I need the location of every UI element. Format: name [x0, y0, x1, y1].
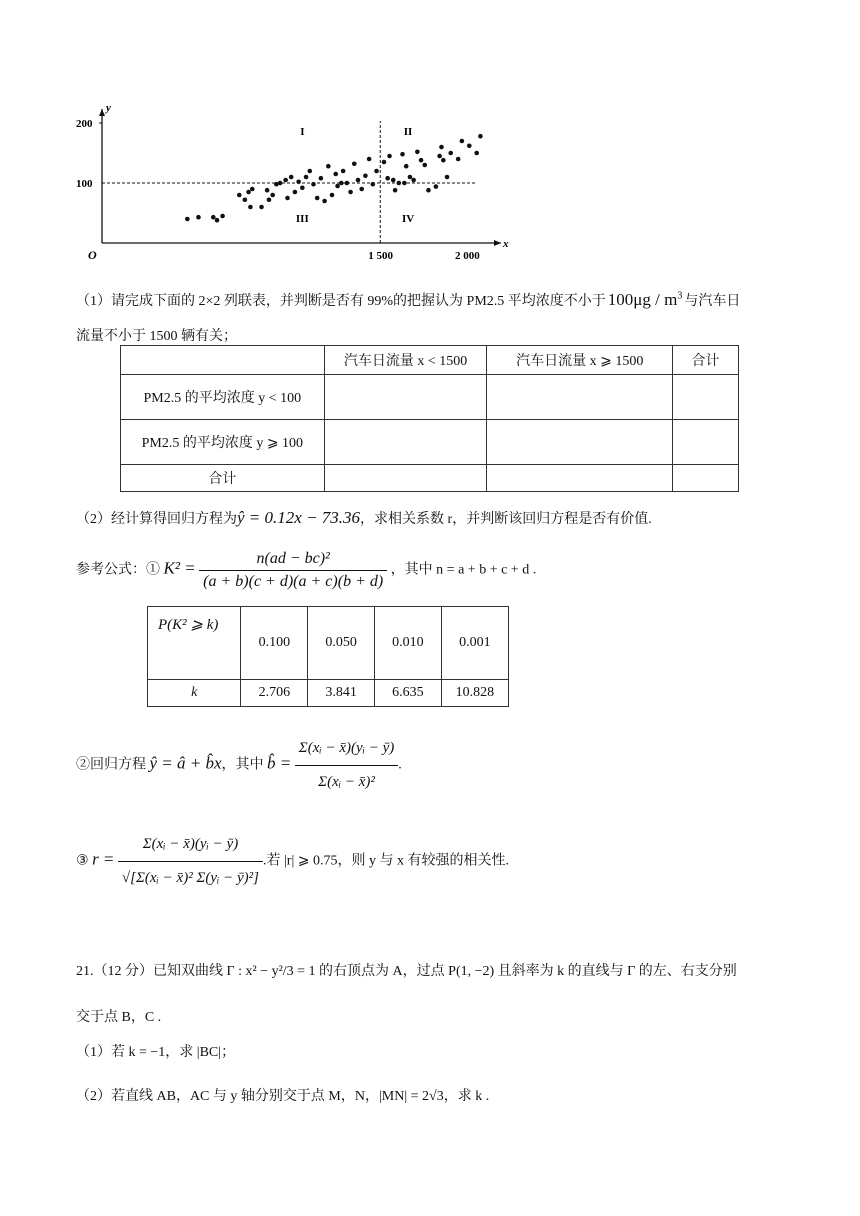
data-point	[289, 175, 294, 180]
formula1-num: n(ad − bc)²	[256, 550, 330, 567]
data-point	[367, 157, 372, 162]
k-value: 2.706	[241, 680, 308, 707]
ct-row-label-0: PM2.5 的平均浓度 y < 100	[121, 375, 325, 420]
formula3	[76, 836, 509, 887]
formula2-mid: ，其中	[221, 757, 264, 773]
data-point	[211, 215, 216, 220]
formula3-num: Σ(xᵢ − x̄)(yᵢ − ȳ)	[142, 836, 239, 852]
q21-line1: 21.（12 分）已知双曲线 Γ : x² − y²/3 = 1 的右顶点为 A，过点 P(1, −2) 且斜率为 k 的直线与 Γ 的左、右支分别	[76, 964, 737, 979]
data-point	[315, 196, 320, 201]
k-table-header: P(K² ⩾ k)	[148, 607, 241, 680]
formula2-lhs: b̂ =	[267, 753, 292, 773]
data-point	[456, 157, 461, 162]
region-label: IV	[401, 213, 415, 225]
data-point	[278, 181, 283, 186]
data-point	[397, 181, 402, 186]
data-point	[220, 214, 225, 219]
data-point	[326, 164, 331, 169]
p-value: 0.001	[441, 607, 508, 680]
formula1-lhs: K² =	[163, 558, 196, 578]
data-point	[415, 150, 420, 155]
data-point	[333, 172, 338, 177]
data-point	[448, 151, 453, 156]
data-point	[311, 182, 316, 187]
part1-unit-sup: 3	[677, 290, 683, 302]
scatter-chart	[70, 95, 509, 265]
ct-row-label-2: 合计	[121, 465, 325, 492]
ct-cell[interactable]	[673, 420, 739, 465]
data-point	[408, 175, 413, 180]
formula3-tail: .若 |r| ⩾ 0.75，则 y 与 x 有较强的相关性.	[263, 853, 509, 869]
data-point	[460, 139, 465, 144]
formula2-tail: .	[398, 757, 402, 773]
contingency-table	[120, 345, 739, 492]
data-point	[474, 151, 479, 156]
formula1-frac	[199, 550, 387, 591]
formula2-eq: ŷ = â + b̂x	[149, 753, 222, 773]
ct-cell[interactable]	[324, 375, 487, 420]
data-point	[322, 199, 327, 204]
data-point	[426, 188, 431, 193]
data-point	[445, 175, 450, 180]
data-point	[382, 160, 387, 165]
y-axis-label: y	[106, 102, 111, 114]
data-point	[250, 187, 255, 192]
k-value: 10.828	[441, 680, 508, 707]
formula1-tail: ，其中 n = a + b + c + d .	[390, 562, 537, 578]
data-point	[371, 182, 376, 187]
k-value: 3.841	[308, 680, 375, 707]
data-point	[335, 184, 340, 189]
region-label: I	[300, 126, 305, 138]
ct-cell[interactable]	[487, 420, 673, 465]
data-point	[478, 134, 483, 139]
data-point	[330, 193, 335, 198]
data-point	[300, 186, 305, 191]
part2-eq: ŷ = 0.12x − 73.36	[237, 508, 361, 527]
origin-label: O	[88, 248, 97, 262]
part2-label: （2）经计算得回归方程为	[76, 512, 237, 527]
ct-row-label-1: PM2.5 的平均浓度 y ⩾ 100	[121, 420, 325, 465]
data-point	[391, 178, 396, 183]
data-point	[237, 193, 242, 198]
x-tick-label: 1 500	[368, 250, 393, 262]
formula2-num: Σ(xᵢ − x̄)(yᵢ − ȳ)	[298, 740, 395, 756]
data-point	[319, 176, 324, 181]
data-point	[293, 190, 298, 195]
data-point	[248, 205, 253, 210]
data-point	[374, 169, 379, 174]
data-point	[422, 163, 427, 168]
q21-sub2: （2）若直线 AB，AC 与 y 轴分别交于点 M，N，|MN| = 2√3，求 k .	[76, 1089, 490, 1104]
x-axis-label: x	[503, 238, 509, 250]
part2-text	[76, 508, 652, 528]
ct-cell[interactable]	[324, 465, 487, 492]
data-point	[385, 176, 390, 181]
data-point	[296, 180, 301, 185]
ct-cell[interactable]	[324, 420, 487, 465]
part1-unit: 100μg / m	[607, 290, 678, 309]
part1-text-c: 流量不小于 1500 辆有关；	[76, 329, 237, 344]
k-value: 6.635	[375, 680, 442, 707]
region-label: III	[295, 213, 309, 225]
data-point	[363, 174, 368, 179]
data-point	[402, 181, 407, 186]
k-label: k	[148, 680, 241, 707]
ct-header-1: 汽车日流量 x < 1500	[324, 346, 487, 375]
data-point	[270, 193, 275, 198]
ct-cell[interactable]	[673, 375, 739, 420]
data-point	[304, 175, 309, 180]
ct-header-2: 汽车日流量 x ⩾ 1500	[487, 346, 673, 375]
data-point	[400, 152, 405, 157]
ct-header-0	[121, 346, 325, 375]
formula3-frac	[118, 836, 263, 887]
part1-text-b: 与汽车日	[684, 294, 741, 309]
ct-cell[interactable]	[487, 375, 673, 420]
data-point	[265, 188, 270, 193]
q21-line2: 交于点 B，C .	[76, 1010, 162, 1025]
p-value: 0.010	[375, 607, 442, 680]
data-point	[411, 178, 416, 183]
data-point	[196, 215, 201, 220]
data-point	[341, 169, 346, 174]
data-point	[285, 196, 290, 201]
data-point	[437, 154, 442, 159]
formula3-lhs: r =	[92, 849, 115, 869]
data-point	[267, 198, 272, 203]
region-label: II	[403, 126, 413, 138]
x-tick-label: 2 000	[455, 250, 480, 262]
data-point	[348, 190, 353, 195]
data-point	[359, 187, 364, 192]
data-point	[439, 145, 444, 150]
y-axis-arrow	[99, 109, 105, 116]
formula2-frac	[295, 740, 399, 791]
data-point	[356, 178, 361, 183]
data-point	[259, 205, 264, 210]
ct-cell[interactable]	[487, 465, 673, 492]
data-point	[215, 218, 220, 223]
formula1	[76, 550, 536, 591]
part1-text-a: （1）请完成下面的 2×2 列联表，并判断是否有 99%的把握认为 PM2.5 平均浓度不小于	[76, 294, 606, 309]
p-value: 0.100	[241, 607, 308, 680]
k-table	[147, 606, 509, 707]
formula2	[76, 740, 402, 791]
data-point	[185, 217, 190, 222]
formula1-label: 参考公式：①	[76, 562, 160, 578]
formula2-den: Σ(xᵢ − x̄)²	[295, 765, 399, 791]
x-axis-arrow	[494, 240, 501, 246]
ct-cell[interactable]	[673, 465, 739, 492]
y-tick-label: 200	[76, 118, 93, 130]
q21-sub1: （1）若 k = −1，求 |BC|；	[76, 1045, 236, 1060]
data-point	[419, 158, 424, 163]
data-point	[283, 178, 288, 183]
data-point	[339, 181, 344, 186]
data-point	[307, 169, 312, 174]
y-tick-label: 100	[76, 178, 93, 190]
data-point	[387, 154, 392, 159]
data-point	[243, 198, 248, 203]
formula2-label: ②回归方程	[76, 757, 146, 773]
formula3-label: ③	[76, 853, 89, 869]
data-point	[246, 190, 251, 195]
data-point	[404, 164, 409, 169]
ct-header-3: 合计	[673, 346, 739, 375]
data-point	[467, 144, 472, 149]
formula3-den: √[Σ(xᵢ − x̄)² Σ(yᵢ − ȳ)²]	[118, 861, 263, 887]
p-value: 0.050	[308, 607, 375, 680]
data-point	[434, 184, 439, 189]
data-point	[393, 188, 398, 193]
data-point	[441, 158, 446, 163]
data-point	[352, 162, 357, 167]
formula1-den: (a + b)(c + d)(a + c)(b + d)	[199, 570, 387, 591]
part1-text	[76, 290, 740, 310]
part2-tail: ，求相关系数 r，并判断该回归方程是否有价值.	[360, 512, 652, 527]
data-point	[345, 181, 350, 186]
